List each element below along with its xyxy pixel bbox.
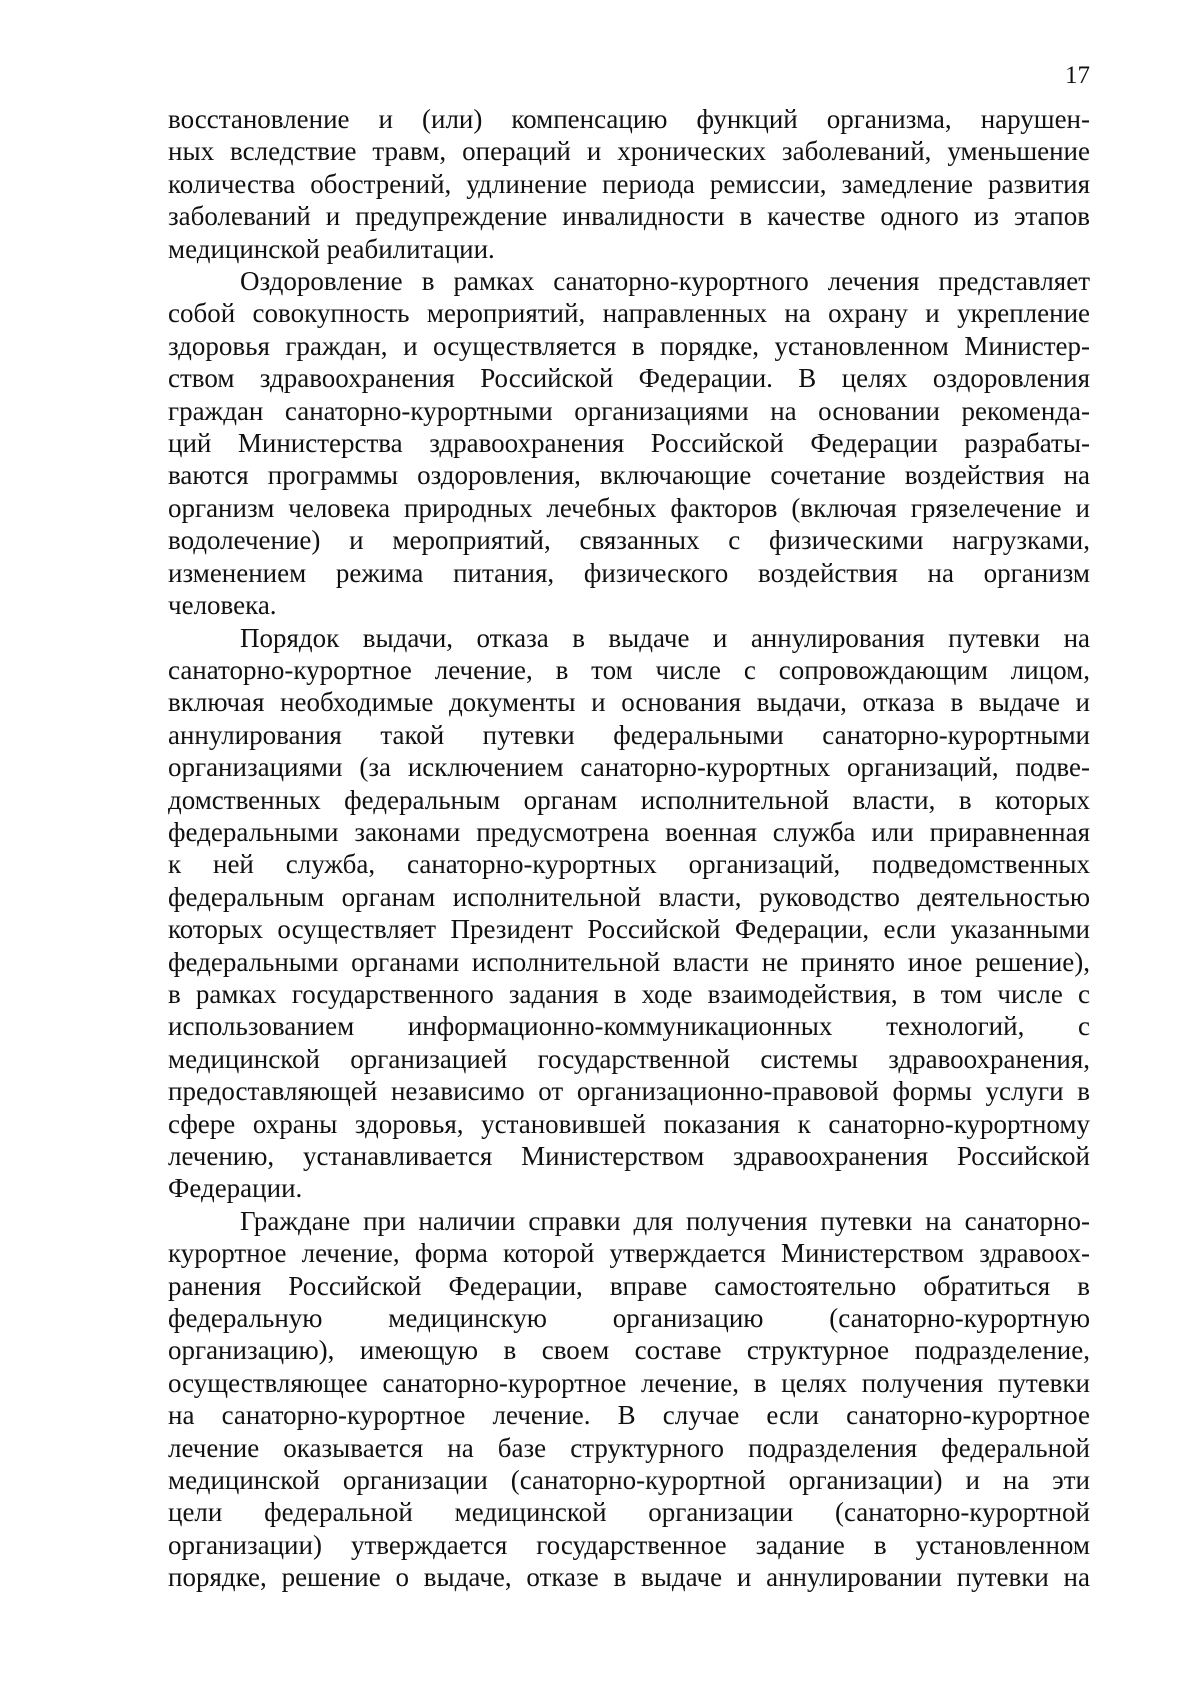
text-line: заболеваний и предупреждение инвалидности в качестве одного из этапов (168, 201, 1090, 232)
text-line: предоставляющей независимо от организационно-правовой формы услуги в (168, 1076, 1090, 1107)
text-line: медицинской организацией государственной системы здравоохранения, (168, 1043, 1090, 1074)
text-line: человека. (168, 590, 277, 621)
text-line: домственных федеральным органам исполнительной власти, в которых (168, 784, 1090, 815)
text-line: здоровья граждан, и осуществляется в порядке, установленном Министер- (168, 330, 1090, 361)
text-line: ранения Российской Федерации, вправе самостоятельно обратиться в (168, 1270, 1090, 1301)
text-line: ций Министерства здравоохранения Российской Федерации разрабаты- (168, 428, 1090, 459)
page-number: 17 (1065, 62, 1090, 89)
text-line: федеральным органам исполнительной власти, руководство деятельностью (168, 881, 1090, 912)
text-line: цели федеральной медицинской организации (санаторно-курортной (168, 1497, 1090, 1528)
text-line: организациями (за исключением санаторно-курортных организаций, подве- (168, 752, 1090, 783)
text-line: организацию), имеющую в своем составе структурное подразделение, (168, 1335, 1090, 1366)
text-line: включая необходимые документы и основания выдачи, отказа в выдаче и (168, 687, 1090, 718)
text-line: использованием информационно-коммуникационных технологий, с (168, 1011, 1090, 1042)
text-line: Федерации. (168, 1173, 303, 1204)
paragraph (168, 1205, 1090, 1594)
text-line: федеральными органами исполнительной власти не принято иное решение), (168, 946, 1090, 977)
body-text (168, 103, 1090, 1594)
text-line: собой совокупность мероприятий, направленных на охрану и укрепление (168, 298, 1090, 329)
text-line: на санаторно-курортное лечение. В случае если санаторно-курортное (168, 1400, 1090, 1431)
text-line: Оздоровление в рамках санаторно-курортного лечения представляет (240, 266, 1090, 297)
text-line: Граждане при наличии справки для получения путевки на санаторно- (240, 1205, 1090, 1236)
text-line: граждан санаторно-курортными организациями на основании рекоменда- (168, 395, 1090, 426)
text-line: к ней служба, санаторно-курортных организаций, подведомственных (168, 849, 1090, 880)
text-line: изменением режима питания, физического воздействия на организм (168, 557, 1090, 588)
text-line: количества обострений, удлинение периода ремиссии, замедление развития (168, 168, 1090, 199)
text-line: санаторно-курортное лечение, в том числе с сопровождающим лицом, (168, 654, 1090, 685)
text-line: ством здравоохранения Российской Федерации. В целях оздоровления (168, 363, 1090, 394)
paragraph (168, 265, 1090, 621)
text-line: ваются программы оздоровления, включающие сочетание воздействия на (168, 460, 1090, 491)
text-line: аннулирования такой путевки федеральными санаторно-курортными (168, 719, 1090, 750)
text-line: в рамках государственного задания в ходе взаимодействия, в том числе с (168, 978, 1090, 1009)
text-line: медицинской реабилитации. (168, 233, 495, 264)
text-line: ных вследствие травм, операций и хронических заболеваний, уменьшение (168, 136, 1090, 167)
text-line: организации) утверждается государственное задание в установленном (168, 1529, 1090, 1560)
text-line: порядке, решение о выдаче, отказе в выдаче и аннулировании путевки на (168, 1562, 1090, 1593)
paragraph (168, 103, 1090, 265)
text-line: водолечение) и мероприятий, связанных с физическими нагрузками, (168, 525, 1090, 556)
text-line: которых осуществляет Президент Российской Федерации, если указанными (168, 914, 1090, 945)
paragraph (168, 622, 1090, 1205)
text-line: осуществляющее санаторно-курортное лечение, в целях получения путевки (168, 1367, 1090, 1398)
text-line: лечение оказывается на базе структурного подразделения федеральной (168, 1432, 1090, 1463)
text-line: федеральными законами предусмотрена военная служба или приравненная (168, 816, 1090, 847)
text-line: курортное лечение, форма которой утверждается Министерством здравоох- (168, 1238, 1090, 1269)
text-line: Порядок выдачи, отказа в выдаче и аннулирования путевки на (240, 622, 1090, 653)
text-line: организм человека природных лечебных факторов (включая грязелечение и (168, 492, 1090, 523)
text-line: восстановление и (или) компенсацию функций организма, нарушен- (168, 104, 1090, 134)
text-line: сфере охраны здоровья, установившей показания к санаторно-курортному (168, 1108, 1090, 1139)
text-line: федеральную медицинскую организацию (санаторно-курортную (168, 1303, 1090, 1334)
text-line: лечению, устанавливается Министерством здравоохранения Российской (168, 1141, 1090, 1171)
text-line: медицинской организации (санаторно-курортной организации) и на эти (168, 1465, 1090, 1496)
